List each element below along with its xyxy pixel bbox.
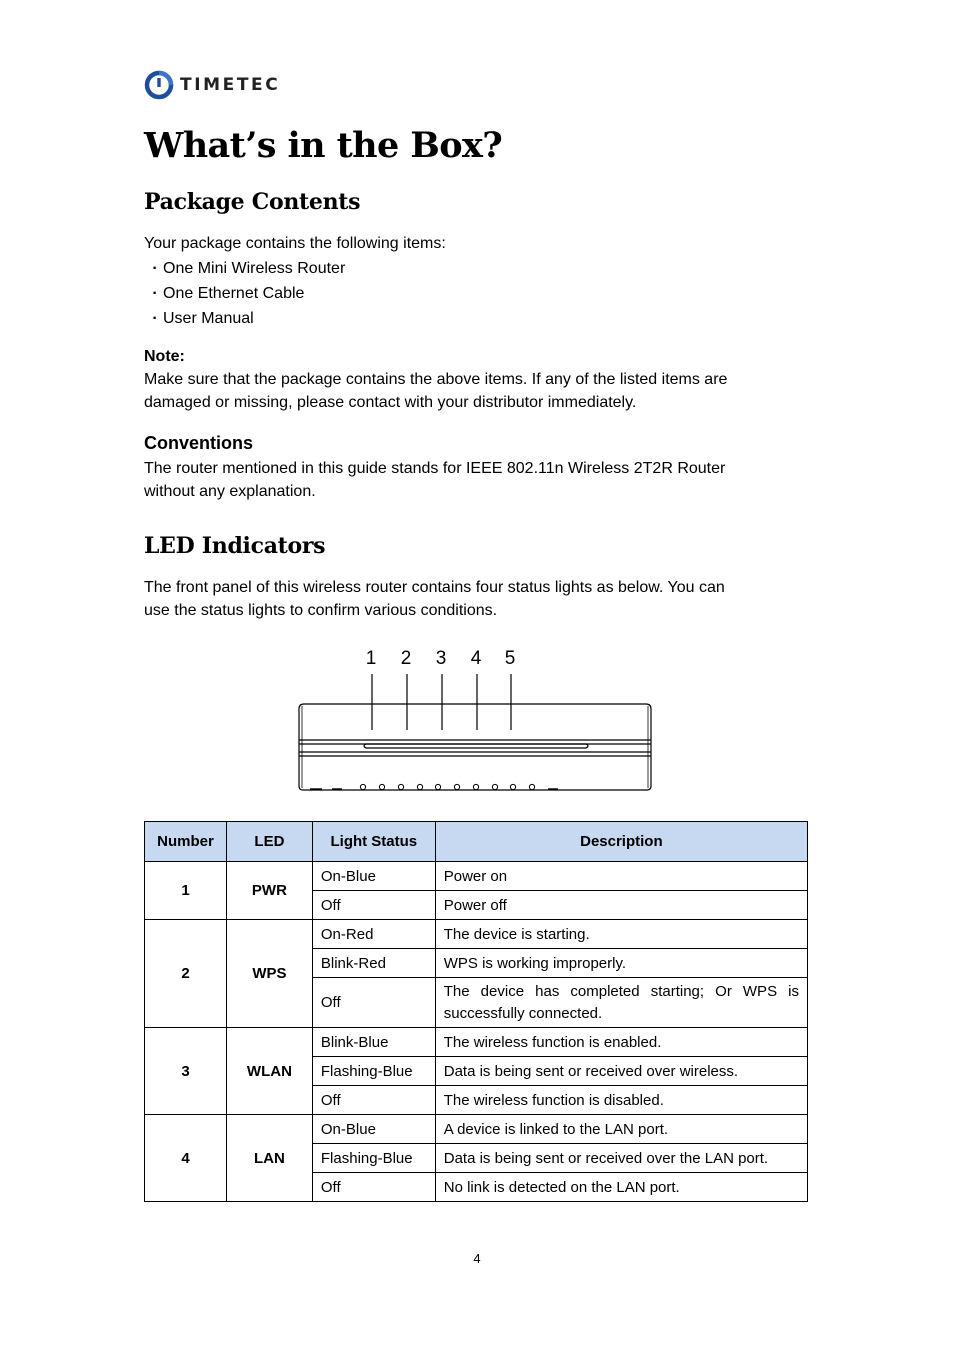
table-row bbox=[145, 920, 808, 949]
header-light-status: Light Status bbox=[312, 822, 435, 862]
header-description: Description bbox=[435, 822, 807, 862]
led-name: WLAN bbox=[226, 1028, 312, 1115]
led-number: 1 bbox=[145, 862, 227, 920]
led-hole bbox=[454, 784, 459, 789]
light-status: Off bbox=[312, 1086, 435, 1115]
conventions-line: without any explanation. bbox=[144, 483, 316, 500]
router-front-panel-diagram bbox=[296, 640, 656, 796]
led-hole bbox=[492, 784, 497, 789]
status-description: The device has completed starting; Or WPS is successfully connected. bbox=[435, 978, 807, 1028]
note-line: damaged or missing, please contact with your distributor immediately. bbox=[144, 394, 637, 411]
status-description: Power off bbox=[435, 891, 807, 920]
led-hole bbox=[529, 784, 534, 789]
led-number: 4 bbox=[145, 1115, 227, 1202]
led-hole bbox=[473, 784, 478, 789]
diagram-label-5: 5 bbox=[504, 648, 516, 669]
brand-logo-text: TIMETEC bbox=[180, 75, 281, 95]
led-name: PWR bbox=[226, 862, 312, 920]
package-contents-heading: Package Contents bbox=[144, 189, 361, 215]
router-body-outline bbox=[299, 704, 651, 790]
status-description: Data is being sent or received over wireless. bbox=[435, 1057, 807, 1086]
led-hole bbox=[417, 784, 422, 789]
led-hole bbox=[360, 784, 365, 789]
led-hole bbox=[398, 784, 403, 789]
brand-logo bbox=[144, 69, 280, 101]
led-status-table bbox=[144, 821, 808, 1202]
led-hole bbox=[510, 784, 515, 789]
diagram-label-4: 4 bbox=[470, 648, 482, 669]
diagram-label-2: 2 bbox=[400, 648, 412, 669]
status-description: No link is detected on the LAN port. bbox=[435, 1173, 807, 1202]
diagram-label-3: 3 bbox=[435, 648, 447, 669]
note-line: Make sure that the package contains the above items. If any of the listed items are bbox=[144, 371, 728, 388]
light-status: Blink-Blue bbox=[312, 1028, 435, 1057]
status-description: The wireless function is disabled. bbox=[435, 1086, 807, 1115]
light-status: On-Blue bbox=[312, 862, 435, 891]
list-item: · User Manual bbox=[147, 306, 345, 331]
status-description: A device is linked to the LAN port. bbox=[435, 1115, 807, 1144]
led-intro-line: The front panel of this wireless router contains four status lights as below. You can bbox=[144, 579, 725, 596]
page-number: 4 bbox=[473, 1251, 481, 1266]
light-status: Flashing-Blue bbox=[312, 1057, 435, 1086]
led-hole bbox=[379, 784, 384, 789]
list-item: · One Mini Wireless Router bbox=[147, 256, 345, 281]
diagram-label-1: 1 bbox=[365, 648, 377, 669]
status-description: The device is starting. bbox=[435, 920, 807, 949]
light-status: On-Blue bbox=[312, 1115, 435, 1144]
led-intro-text bbox=[144, 576, 725, 622]
conventions-line: The router mentioned in this guide stands for IEEE 802.11n Wireless 2T2R Router bbox=[144, 460, 726, 477]
note-text bbox=[144, 368, 727, 414]
status-description: The wireless function is enabled. bbox=[435, 1028, 807, 1057]
light-status: Flashing-Blue bbox=[312, 1144, 435, 1173]
table-row bbox=[145, 1115, 808, 1144]
header-led: LED bbox=[226, 822, 312, 862]
conventions-heading: Conventions bbox=[144, 433, 254, 453]
page-title: What’s in the Box? bbox=[144, 125, 503, 166]
package-items-list bbox=[147, 256, 345, 331]
router-slot bbox=[364, 744, 588, 748]
light-status: Off bbox=[312, 891, 435, 920]
table-row bbox=[145, 1028, 808, 1057]
note-label: Note: bbox=[144, 348, 185, 365]
conventions-text bbox=[144, 457, 725, 503]
led-hole bbox=[435, 784, 440, 789]
light-status: On-Red bbox=[312, 920, 435, 949]
table-row bbox=[145, 862, 808, 891]
led-intro-line: use the status lights to confirm various conditions. bbox=[144, 602, 498, 619]
status-description: WPS is working improperly. bbox=[435, 949, 807, 978]
header-number: Number bbox=[145, 822, 227, 862]
led-number: 2 bbox=[145, 920, 227, 1028]
light-status: Off bbox=[312, 1173, 435, 1202]
timetec-logo-icon bbox=[144, 70, 174, 100]
light-status: Blink-Red bbox=[312, 949, 435, 978]
list-item: · One Ethernet Cable bbox=[147, 281, 345, 306]
package-intro: Your package contains the following items: bbox=[144, 235, 446, 252]
led-indicators-heading: LED Indicators bbox=[144, 533, 326, 559]
light-status: Off bbox=[312, 978, 435, 1028]
led-name: WPS bbox=[226, 920, 312, 1028]
led-number: 3 bbox=[145, 1028, 227, 1115]
status-description: Power on bbox=[435, 862, 807, 891]
table-header-row bbox=[145, 822, 808, 862]
status-description: Data is being sent or received over the LAN port. bbox=[435, 1144, 807, 1173]
led-name: LAN bbox=[226, 1115, 312, 1202]
